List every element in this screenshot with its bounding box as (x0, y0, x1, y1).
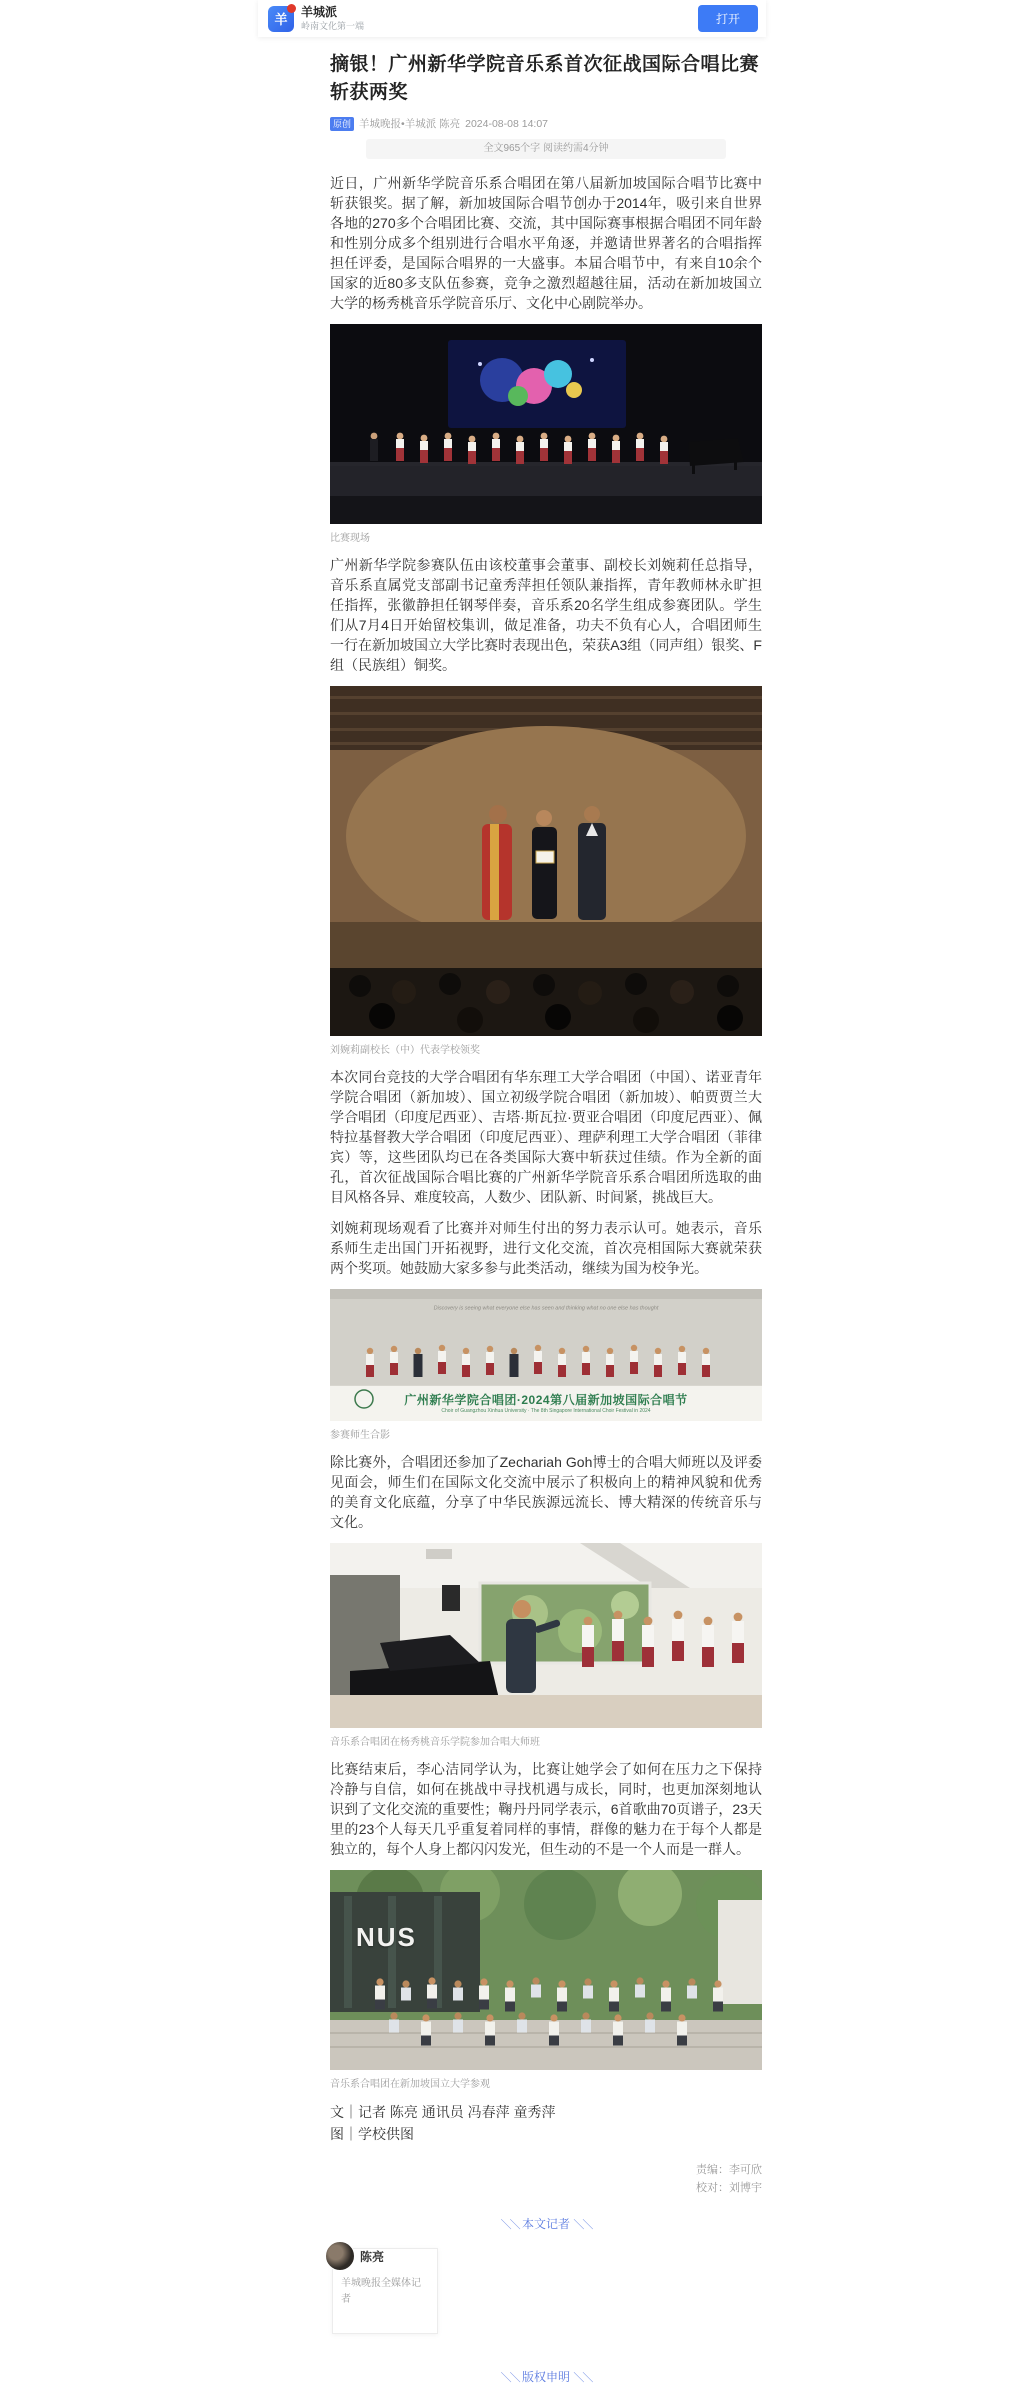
article-body (258, 37, 766, 2385)
image-caption-2: 刘婉莉副校长（中）代表学校领奖 (330, 1045, 480, 1056)
image-caption-5: 音乐系合唱团在新加坡国立大学参观 (330, 2079, 490, 2090)
reporter-name: 陈亮 (360, 2249, 385, 2264)
original-badge: 原创 (330, 117, 354, 131)
deco-right: ＼＼ (573, 2219, 592, 2231)
logo-red-dot-icon (287, 4, 296, 13)
reporter-card[interactable] (332, 2248, 438, 2334)
article-figure-4 (330, 1543, 762, 1748)
open-app-button[interactable]: 打开 (698, 5, 758, 32)
reporter-section-label: 本文记者 (521, 2217, 570, 2231)
proofreader-line: 校对：刘博宇 (696, 2182, 762, 2194)
image-caption-4: 音乐系合唱团在杨秀桃音乐学院参加合唱大师班 (330, 1737, 540, 1748)
article-paragraph-5: 除比赛外，合唱团还参加了Zechariah Goh博士的合唱大师班以及评委见面会，师生们在国际文化交流中展示了积极向上的精神风貌和优秀的美育文化底蕴，分享了中华民族源远流长、博大精深的传统音乐与文化。 (330, 1454, 762, 1530)
nus-building-text: NUS (356, 1922, 417, 1952)
article-image-masterclass[interactable] (330, 1543, 762, 1728)
image-caption-1: 比赛现场 (330, 533, 370, 544)
copyright-link[interactable] (330, 2368, 762, 2385)
article-figure-3 (330, 1289, 762, 1441)
credits-photo: 图｜学校供图 (330, 2126, 414, 2142)
image-caption-3: 参赛师生合影 (330, 1430, 390, 1441)
article-figure-2 (330, 686, 762, 1056)
article-paragraph-4: 刘婉莉现场观看了比赛并对师生付出的努力表示认可。她表示，音乐系师生走出国门开拓视野，进行文化交流，首次亮相国际大赛就荣获两个奖项。她鼓励大家多参与此类活动，继续为国为校争光。 (330, 1220, 762, 1276)
banner-line1: 广州新华学院合唱团·2024第八届新加坡国际合唱节 (404, 1393, 688, 1407)
deco-left: ＼＼ (500, 2219, 519, 2231)
byline-source-author: 羊城晚报•羊城派 陈亮 (359, 118, 461, 130)
article-paragraph-1: 近日，广州新华学院音乐系合唱团在第八届新加坡国际合唱节比赛中斩获银奖。据了解，新加坡国际合唱节创办于2014年，吸引来自世界各地的270多个合唱团比赛、交流，其中国际赛事根据合唱团不同年龄和性别分成多个组别进行合唱水平角逐，并邀请世界著名的合唱指挥担任评委，是国际合唱界的一大盛事。本届合唱节中，有来自10余个国家的近80多支队伍参赛，竞争之激烈超越往届，活动在新加坡国立大学的杨秀桃音乐学院音乐厅、文化中心剧院举办。 (330, 175, 762, 311)
article-figure-5 (330, 1870, 762, 2090)
article-paragraph-2: 广州新华学院参赛队伍由该校董事会董事、副校长刘婉莉任总指导，音乐系直属党支部副书记童秀萍担任领队兼指挥，青年教师林永旷担任指挥，张徽静担任钢琴伴奏，音乐系20名学生组成参赛团队。学生们从7月4日开始留校集训，做足准备，功夫不负有心人，合唱团师生一行在新加坡国立大学比赛时表现出色，荣获A3组（同声组）银奖、F组（民族组）铜奖。 (330, 557, 762, 673)
wall-quote-text: Discovery is seeing what everyone else has seen and thinking what no one else has thought (433, 1305, 659, 1312)
article-paragraph-3: 本次同台竞技的大学合唱团有华东理工大学合唱团（中国）、诺亚青年学院合唱团（新加坡）、国立初级学院合唱团（新加坡）、帕贾贾兰大学合唱团（印度尼西亚）、吉塔·斯瓦拉·贾亚合唱团（印度尼西亚）、佩特拉基督教大学合唱团（印度尼西亚）、理萨利理工大学合唱团（菲律宾）等，这些团队均已在各类国际大赛中斩获过佳绩。作为全新的面孔，首次征战国际合唱比赛的广州新华学院音乐系合唱团所选取的曲目风格各异、难度较高，人数少、团队新、时间紧，挑战巨大。 (330, 1069, 762, 1205)
credits-block (330, 2101, 762, 2145)
byline (330, 116, 762, 131)
article-image-group-banner[interactable] (330, 1289, 762, 1421)
article-image-award[interactable] (330, 686, 762, 1036)
credits-text: 文｜记者 陈亮 通讯员 冯春萍 童秀萍 (330, 2104, 556, 2120)
banner-text (330, 1391, 762, 1419)
app-banner (258, 0, 766, 37)
byline-datetime: 2024-08-08 14:07 (465, 117, 549, 130)
article-figure-1 (330, 324, 762, 544)
article-title: 摘银！广州新华学院音乐系首次征战国际合唱比赛斩获两奖 (330, 54, 760, 103)
deco-right-2: ＼＼ (573, 2372, 592, 2384)
app-tagline: 岭南文化第一端 (301, 20, 365, 31)
reporter-desc: 羊城晚报全媒体记者 (341, 2278, 421, 2305)
article-paragraph-6: 比赛结束后，李心洁同学认为，比赛让她学会了如何在压力之下保持冷静与自信，如何在挑战中寻找机遇与成长，同时，也更加深刻地认识到了文化交流的重要性；鞠丹丹同学表示，6首歌曲70页谱子，23天里的23个人每天几乎重复着同样的事情，群像的魅力在于每个人都是独立的，每个人身上都闪闪发光，但生动的不是一个人而是一群人。 (330, 1761, 762, 1857)
article-image-nus-visit[interactable] (330, 1870, 762, 2070)
editor-line: 责编：李可欣 (696, 2164, 762, 2176)
banner-line2: Choir of Guangzhou Xinhua University · The 8th Singapore International Choir Festival in 2024 (441, 1408, 651, 1414)
editor-block (330, 2161, 762, 2197)
reporter-avatar (325, 2241, 355, 2271)
app-name: 羊城派 (301, 4, 338, 19)
deco-left-2: ＼＼ (500, 2372, 519, 2384)
app-logo-icon[interactable] (268, 6, 294, 32)
copyright-label: 版权申明 (521, 2370, 570, 2384)
article-image-stage[interactable] (330, 324, 762, 524)
content-column (258, 0, 766, 2385)
app-logo-char: 羊 (274, 12, 288, 27)
reading-info-bar: 全文965个字 阅读约需4分钟 (366, 139, 726, 159)
